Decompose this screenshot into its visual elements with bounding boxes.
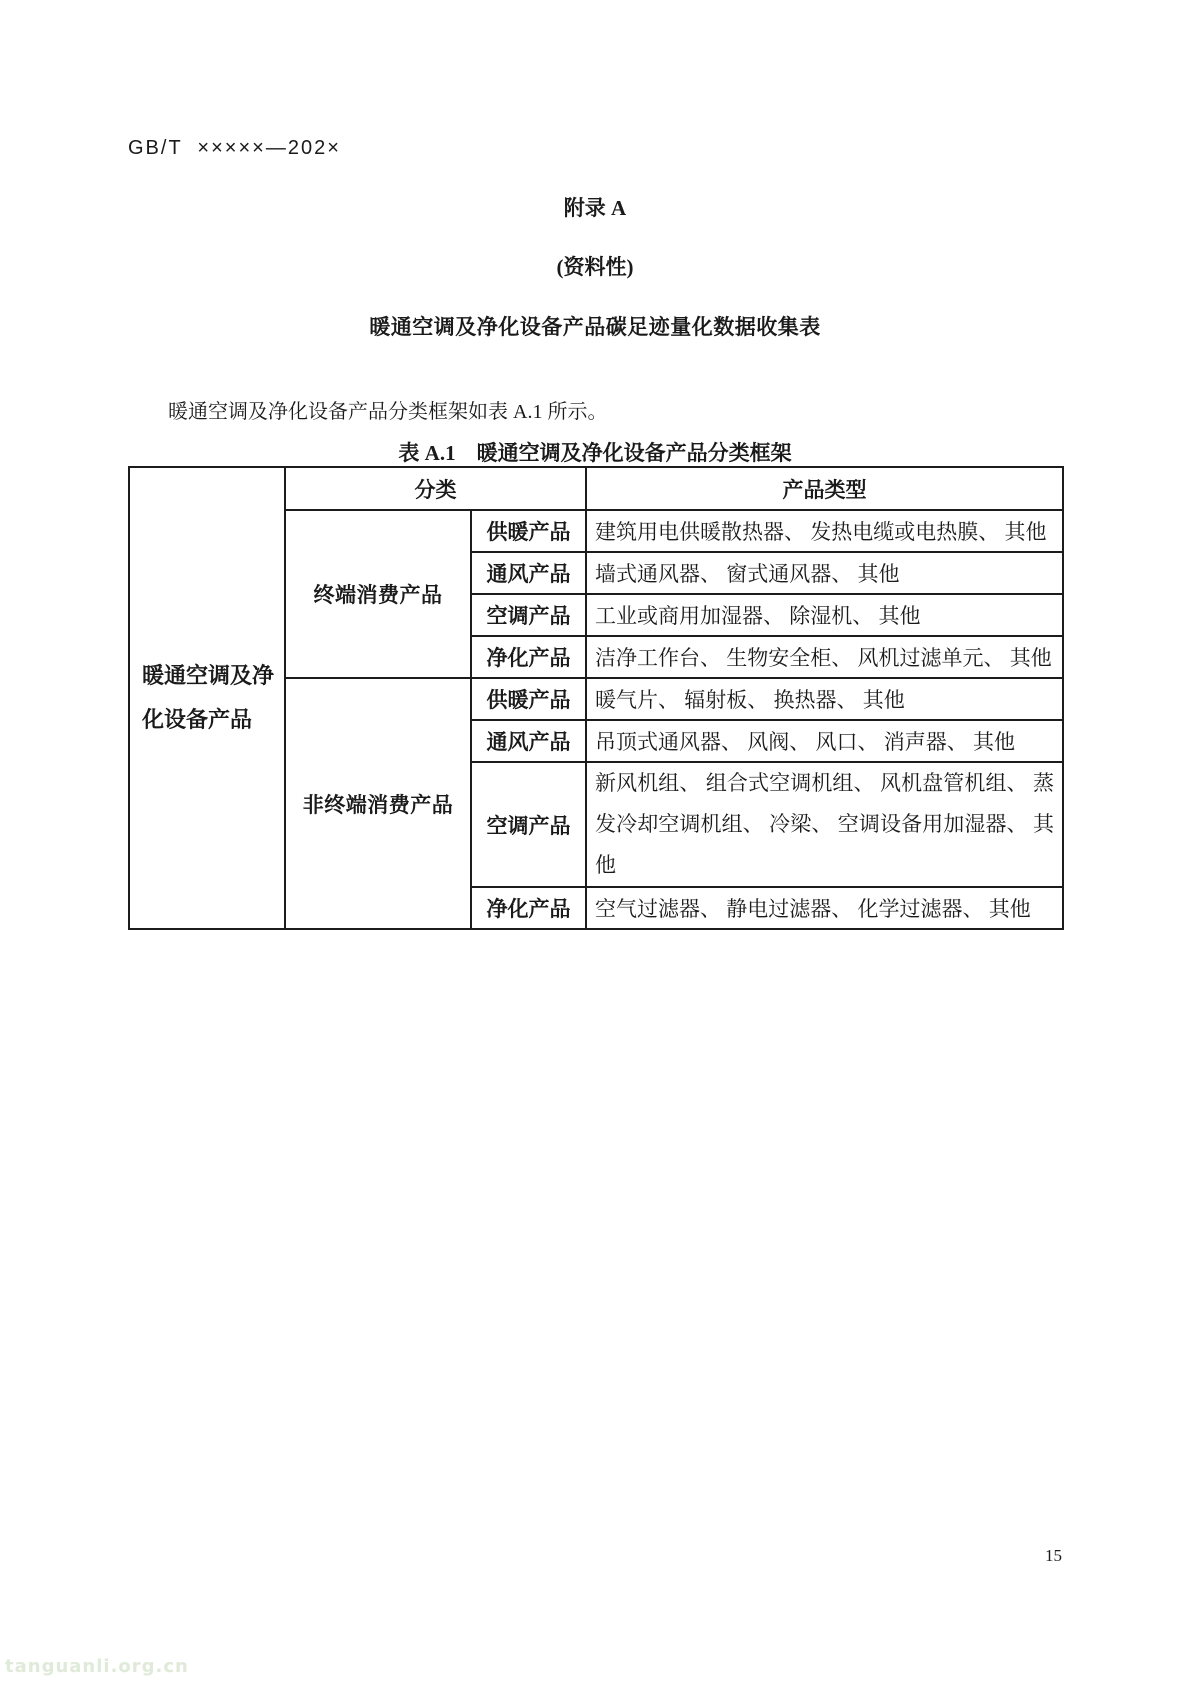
col-header-product-type: 产品类型 <box>586 467 1063 510</box>
products-cell: 洁净工作台、 生物安全柜、 风机过滤单元、 其他 <box>586 636 1063 678</box>
products-cell: 新风机组、 组合式空调机组、 风机盘管机组、 蒸发冷却空调机组、 冷梁、 空调设备用加湿器、 其他 <box>586 762 1063 887</box>
products-cell: 工业或商用加湿器、 除湿机、 其他 <box>586 594 1063 636</box>
category-cell: 通风产品 <box>471 720 586 762</box>
category-cell: 供暖产品 <box>471 510 586 552</box>
products-cell: 空气过滤器、 静电过滤器、 化学过滤器、 其他 <box>586 887 1063 929</box>
appendix-subtitle: 暖通空调及净化设备产品碳足迹量化数据收集表 <box>369 315 821 339</box>
table-caption: 表 A.1 暖通空调及净化设备产品分类框架 <box>398 441 792 465</box>
classification-table <box>128 466 1064 930</box>
category-cell: 空调产品 <box>471 594 586 636</box>
products-cell: 墙式通风器、 窗式通风器、 其他 <box>586 552 1063 594</box>
standard-code: GB/T ×××××—202× <box>128 137 341 159</box>
category-cell: 净化产品 <box>471 636 586 678</box>
group-terminal-cell: 终端消费产品 <box>285 510 471 678</box>
page-number: 15 <box>1045 1546 1062 1565</box>
table-header-row <box>129 467 1063 510</box>
root-category-cell: 暖通空调及净化设备产品 <box>129 467 285 929</box>
category-cell: 净化产品 <box>471 887 586 929</box>
products-cell: 暖气片、 辐射板、 换热器、 其他 <box>586 678 1063 720</box>
appendix-title: 附录 A <box>563 196 627 220</box>
intro-paragraph: 暖通空调及净化设备产品分类框架如表 A.1 所示。 <box>168 401 608 423</box>
group-non-terminal-cell: 非终端消费产品 <box>285 678 471 929</box>
products-cell: 吊顶式通风器、 风阀、 风口、 消声器、 其他 <box>586 720 1063 762</box>
category-cell: 空调产品 <box>471 762 586 887</box>
col-header-classification: 分类 <box>285 467 586 510</box>
appendix-type: (资料性) <box>556 255 634 279</box>
watermark-text: tanguanli.org.cn <box>5 1656 189 1677</box>
products-cell: 建筑用电供暖散热器、 发热电缆或电热膜、 其他 <box>586 510 1063 552</box>
category-cell: 通风产品 <box>471 552 586 594</box>
category-cell: 供暖产品 <box>471 678 586 720</box>
